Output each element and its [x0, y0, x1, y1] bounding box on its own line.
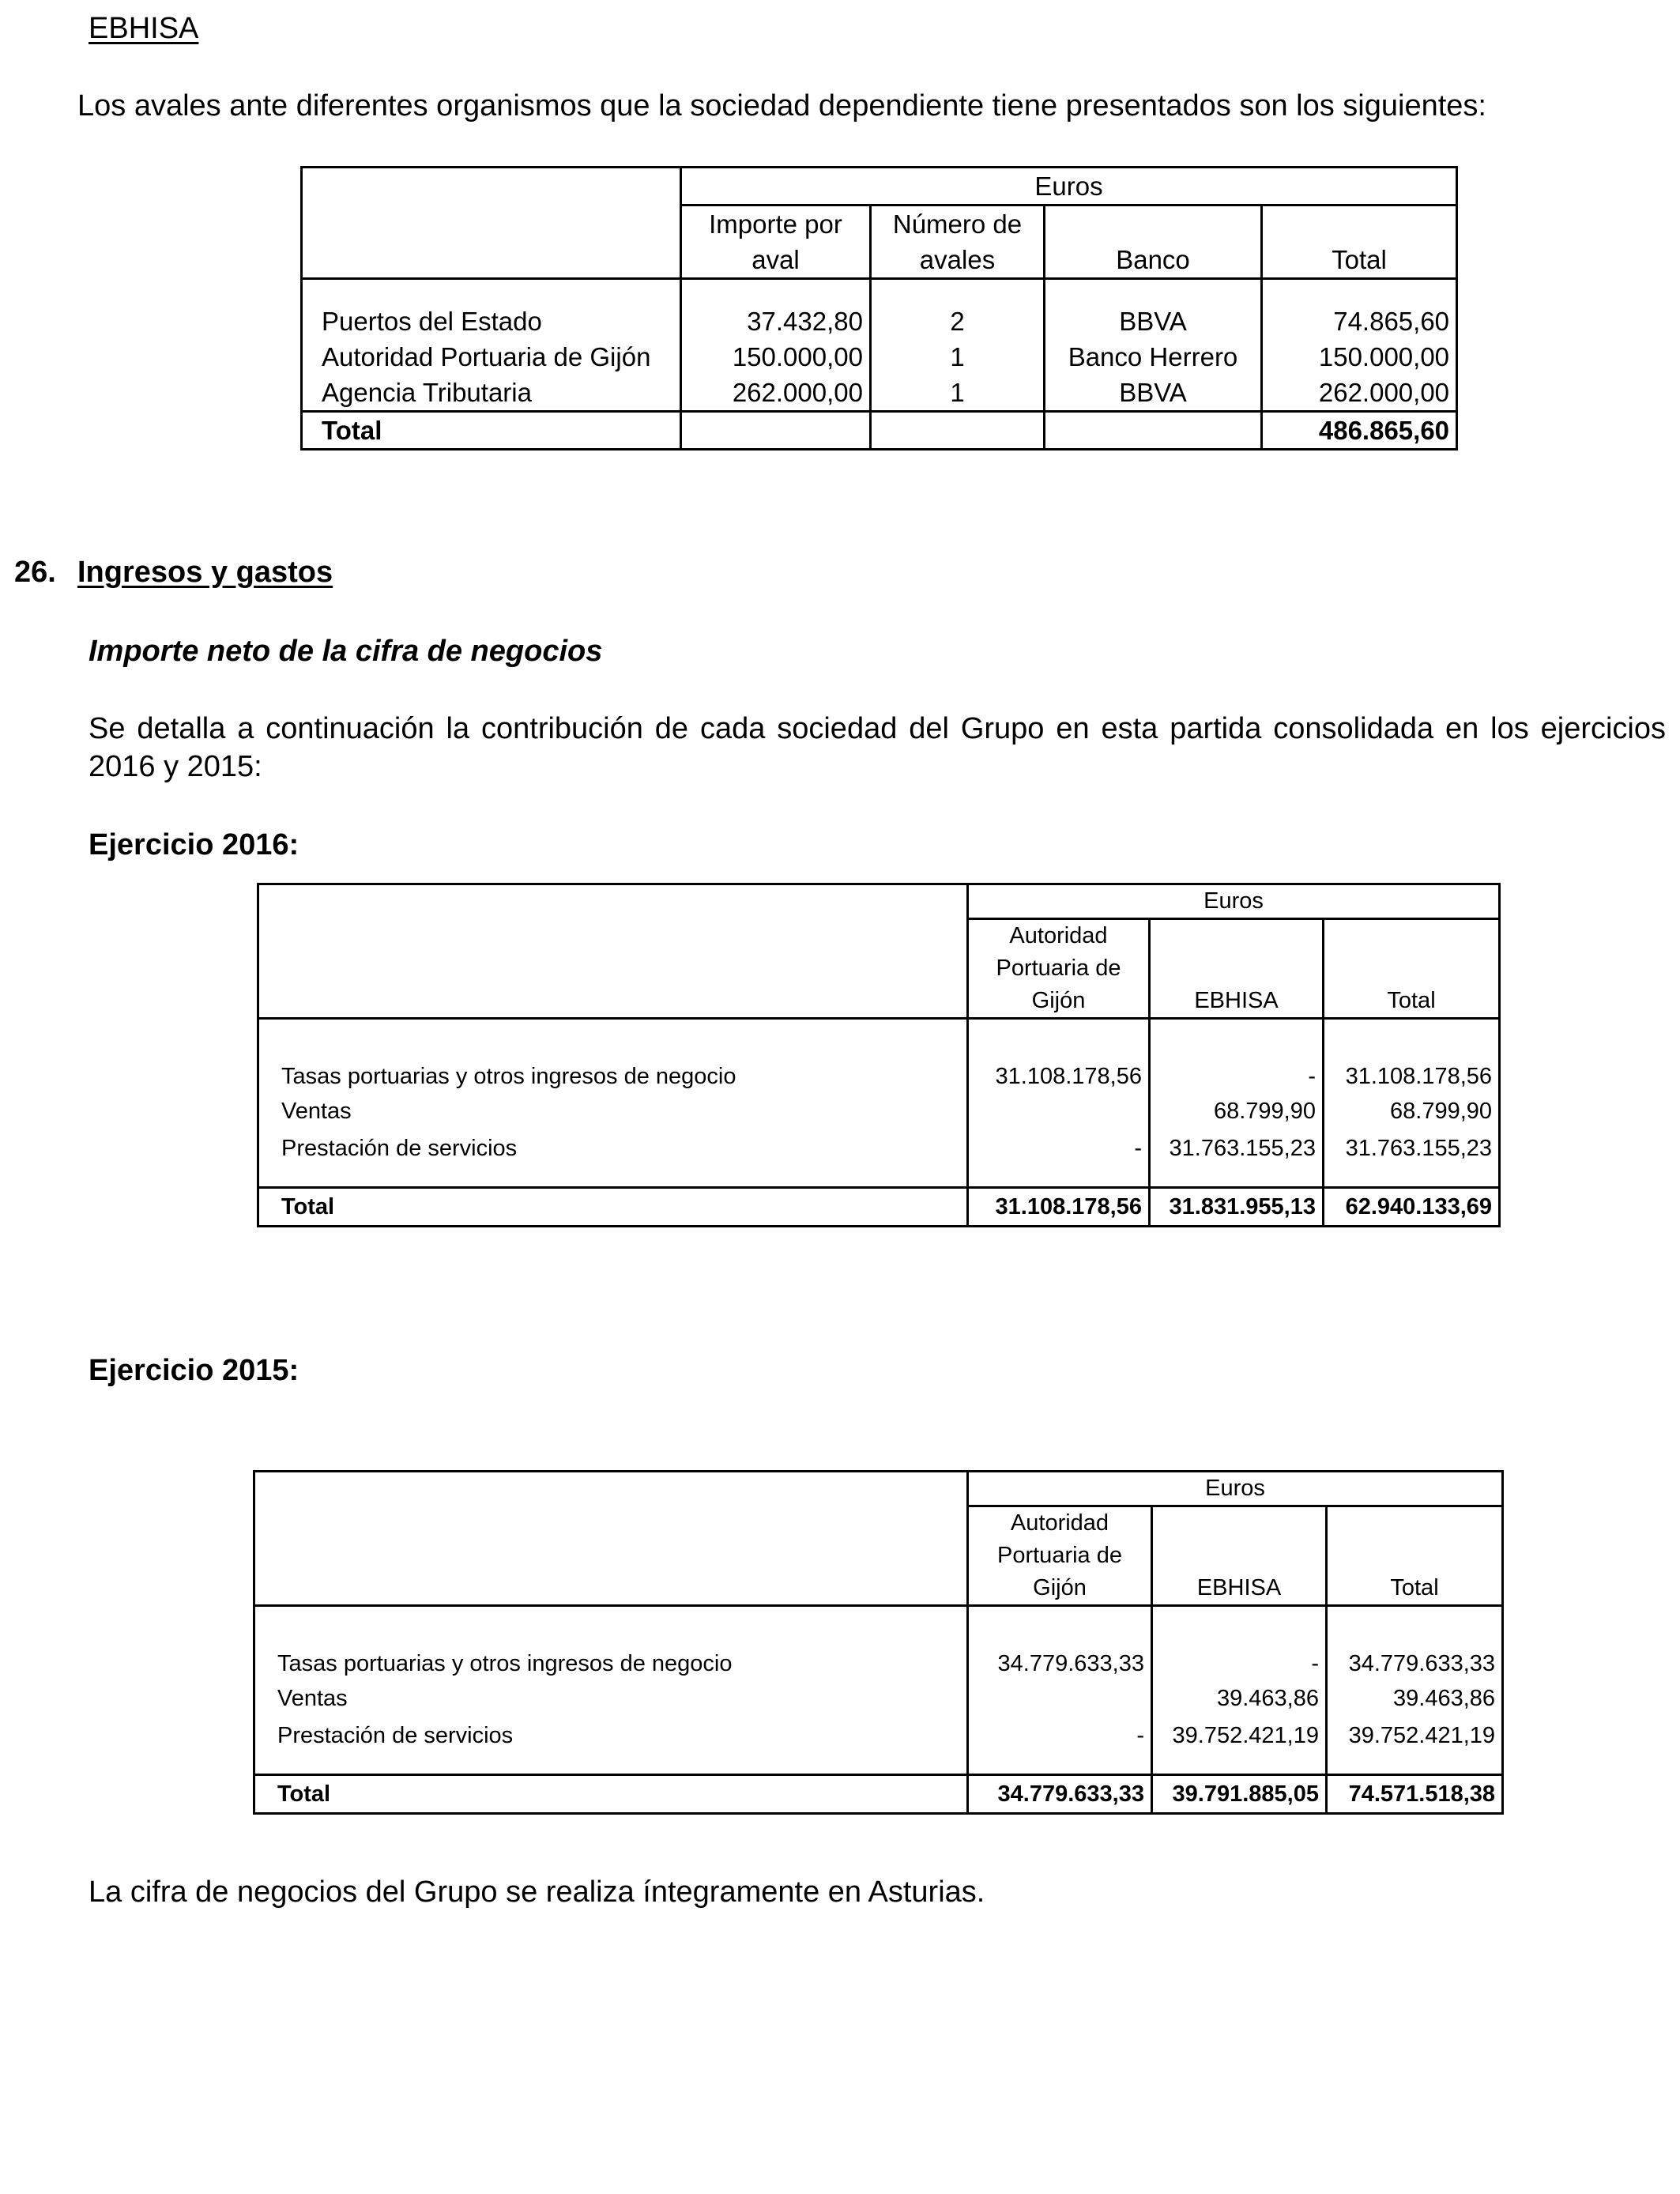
row-apg: -: [968, 1130, 1150, 1167]
row-name: Tasas portuarias y otros ingresos de negocio: [258, 1061, 968, 1093]
header-blank: [254, 1472, 968, 1606]
row-total: 39.463,86: [1327, 1680, 1503, 1717]
col-numero-line2: avales: [871, 242, 1045, 279]
table-row: [302, 375, 1457, 412]
row-name: Tasas portuarias y otros ingresos de negocio: [254, 1648, 968, 1680]
col-importe-line1: Importe por: [681, 205, 871, 243]
ejercicio-2016-heading: Ejercicio 2016:: [89, 828, 299, 861]
row-total: 150.000,00: [1262, 339, 1457, 375]
row-numero: 1: [871, 375, 1045, 412]
total-apg: 34.779.633,33: [968, 1775, 1152, 1814]
row-ebhisa: 39.752.421,19: [1152, 1717, 1327, 1755]
row-total: 31.763.155,23: [1324, 1130, 1500, 1167]
total-label: Total: [302, 412, 681, 450]
row-banco: BBVA: [1045, 375, 1262, 412]
row-name: Ventas: [254, 1680, 968, 1717]
table-row: [254, 1648, 1503, 1680]
col-apg-line2: Portuaria de: [968, 1540, 1152, 1572]
header-blank: [302, 168, 681, 279]
row-numero: 1: [871, 339, 1045, 375]
ingresos-2016-table: [257, 883, 1501, 1227]
row-apg: 31.108.178,56: [968, 1061, 1150, 1093]
row-ebhisa: 68.799,90: [1150, 1093, 1324, 1130]
total-ebhisa: 39.791.885,05: [1152, 1775, 1327, 1814]
table-row: [258, 1061, 1500, 1093]
closing-sentence: La cifra de negocios del Grupo se realiza íntegramente en Asturias.: [89, 1875, 985, 1909]
detail-paragraph: Se detalla a continuación la contribución de cada sociedad del Grupo en esta partida consolidada en los ejercicios 2016 y 2015:: [89, 712, 1666, 783]
row-ebhisa: 39.463,86: [1152, 1680, 1327, 1717]
col-apg-line3: Gijón: [968, 1572, 1152, 1606]
ebhisa-heading: EBHISA: [89, 12, 199, 45]
section-title: Ingresos y gastos: [77, 556, 333, 589]
col-total: Total: [1262, 242, 1457, 279]
col-ebhisa: EBHISA: [1152, 1572, 1327, 1606]
table-row: [254, 1680, 1503, 1717]
total-label: Total: [254, 1775, 968, 1814]
row-name: Prestación de servicios: [258, 1130, 968, 1167]
row-total: 262.000,00: [1262, 375, 1457, 412]
col-total: Total: [1327, 1572, 1503, 1606]
col-apg-line1: Autoridad: [968, 919, 1150, 953]
row-name: Prestación de servicios: [254, 1717, 968, 1755]
total-apg: 31.108.178,56: [968, 1188, 1150, 1227]
row-importe: 37.432,80: [681, 303, 871, 339]
total-ebhisa: 31.831.955,13: [1150, 1188, 1324, 1227]
col-apg-line3: Gijón: [968, 985, 1150, 1019]
row-total: 39.752.421,19: [1327, 1717, 1503, 1755]
section-number: 26.: [14, 556, 56, 589]
row-banco: BBVA: [1045, 303, 1262, 339]
currency-header: Euros: [968, 884, 1500, 919]
col-banco: Banco: [1045, 242, 1262, 279]
col-apg-line1: Autoridad: [968, 1506, 1152, 1540]
total-row: [302, 412, 1457, 450]
row-total: 34.779.633,33: [1327, 1648, 1503, 1680]
col-importe-line2: aval: [681, 242, 871, 279]
table-row: [254, 1717, 1503, 1755]
header-blank: [258, 884, 968, 1019]
row-total: 68.799,90: [1324, 1093, 1500, 1130]
row-name: Puertos del Estado: [302, 303, 681, 339]
table-row: [258, 1093, 1500, 1130]
row-numero: 2: [871, 303, 1045, 339]
row-importe: 262.000,00: [681, 375, 871, 412]
row-name: Autoridad Portuaria de Gijón: [302, 339, 681, 375]
row-apg: [968, 1680, 1152, 1717]
ejercicio-2015-heading: Ejercicio 2015:: [89, 1354, 299, 1387]
row-apg: [968, 1093, 1150, 1130]
currency-header: Euros: [681, 168, 1457, 205]
row-banco: Banco Herrero: [1045, 339, 1262, 375]
col-apg-line2: Portuaria de: [968, 952, 1150, 985]
col-ebhisa: EBHISA: [1150, 985, 1324, 1019]
row-importe: 150.000,00: [681, 339, 871, 375]
row-apg: 34.779.633,33: [968, 1648, 1152, 1680]
ingresos-2015-table: [253, 1470, 1504, 1815]
row-name: Ventas: [258, 1093, 968, 1130]
row-name: Agencia Tributaria: [302, 375, 681, 412]
table-row: [258, 1130, 1500, 1167]
table-row: [302, 303, 1457, 339]
table-row: [302, 339, 1457, 375]
total-value: 486.865,60: [1262, 412, 1457, 450]
row-total: 74.865,60: [1262, 303, 1457, 339]
row-ebhisa: -: [1152, 1648, 1327, 1680]
subsection-title: Importe neto de la cifra de negocios: [89, 635, 603, 668]
total-total: 74.571.518,38: [1327, 1775, 1503, 1814]
col-total: Total: [1324, 985, 1500, 1019]
total-row: [254, 1775, 1503, 1814]
avales-intro: Los avales ante diferentes organismos que la sociedad dependiente tiene presentados son los siguientes:: [77, 89, 1486, 123]
total-total: 62.940.133,69: [1324, 1188, 1500, 1227]
avales-table: [300, 166, 1458, 450]
row-ebhisa: -: [1150, 1061, 1324, 1093]
total-label: Total: [258, 1188, 968, 1227]
row-apg: -: [968, 1717, 1152, 1755]
row-total: 31.108.178,56: [1324, 1061, 1500, 1093]
total-row: [258, 1188, 1500, 1227]
row-ebhisa: 31.763.155,23: [1150, 1130, 1324, 1167]
col-numero-line1: Número de: [871, 205, 1045, 243]
currency-header: Euros: [968, 1472, 1503, 1506]
